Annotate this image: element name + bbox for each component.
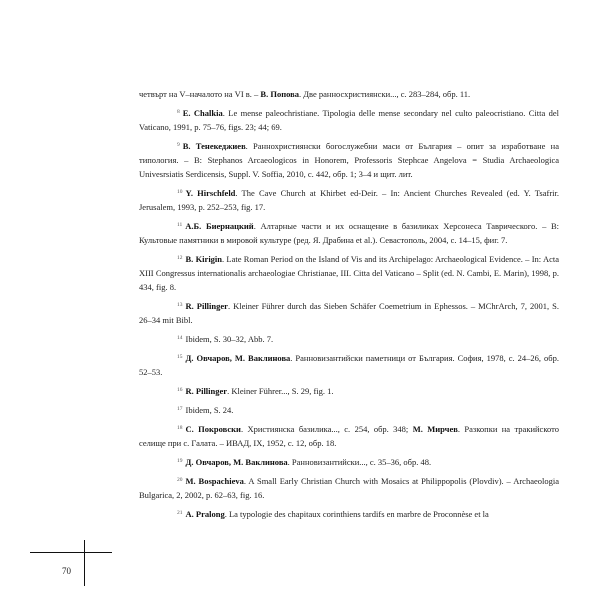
footnote-text: . Раннохристиянски богослужебни маси от България – опит за изработване на типология. – В: Stephanos Arcaeologicos in Honorem, Professoris Stephcae Angelova = Studia Archaeologica Univesrsiatis Serdicensis, Suppl. V. Soffia, 2010, с. 442, обр. 1; 3–4 и щит. лит.: [139, 141, 560, 179]
footnote: [139, 298, 559, 327]
footnote-number: 17: [177, 406, 183, 412]
footnote: [139, 473, 559, 502]
footnote-number: 12: [177, 255, 183, 261]
footnote: [139, 421, 559, 450]
author-name: С. Покровски: [185, 424, 241, 434]
footnote: [139, 402, 559, 417]
footnote-number: 8: [177, 109, 180, 115]
footnote-text: . Алтарные части и их оснащение в базиликах Херсонеса Таврического. – В: Культовые памятники в мировой культуре (ред. Я. Драбина et al.). Севастополь, 2004, с. 14–15, фиг. 7.: [139, 221, 559, 245]
footnote: [139, 251, 559, 294]
footnote-number: 16: [177, 387, 183, 393]
page-number: 70: [62, 566, 71, 576]
author-name: В. Попова: [260, 89, 299, 99]
author-name: Д. Овчаров, М. Ваклинова: [185, 353, 291, 363]
footnote: [139, 105, 559, 134]
author-name: А.Б. Биернацкий: [185, 221, 254, 231]
footnote-number: 18: [177, 425, 183, 431]
footnote: [139, 506, 559, 521]
author-name: M. Bospachieva: [185, 476, 244, 486]
footnote: [139, 138, 559, 181]
footnote: [139, 383, 559, 398]
footnote-text: . Late Roman Period on the Island of Vis and its Archipelago: Archaeological Evidence. – In: Acta XIII Congressus internationalis archaeologiae Christianae, III. Citta del Vaticano – Split (ed. N. Cambi, E. Marin), 1998, p. 434, fig. 8.: [139, 254, 559, 292]
author-name: R. Pillinger: [185, 386, 228, 396]
crop-mark-vertical: [84, 540, 85, 586]
footnote-text: четвърт на V–началото на VI в. –: [139, 89, 261, 99]
footnote-text: . Le mense paleochristiane. Tipologia delle mense secondary nel culto paleocristiano. Citta del Vaticano, 1991, p. 75–76, figs. 23; 44; 69.: [139, 108, 559, 132]
author-name: М. Мирчев: [412, 424, 458, 434]
footnote-text: . Kleiner Führer..., S. 29, fig. 1.: [227, 386, 334, 396]
footnote-number: 11: [177, 222, 183, 228]
footnote-number: 20: [177, 477, 183, 483]
footnote: [139, 218, 559, 247]
footnote-text: Ibidem, S. 24.: [185, 405, 234, 415]
author-name: В. Тенекеджиев: [182, 141, 246, 151]
footnote-text: . Разкопки на тракийското селище при с. Галата. – ИВАД, IX, 1952, с. 12, обр. 18.: [139, 424, 560, 448]
footnote-number: 15: [177, 354, 183, 360]
footnote: [139, 454, 559, 469]
author-name: Д. Овчаров, М. Ваклинова: [185, 457, 288, 467]
footnote-number: 14: [177, 335, 183, 341]
footnote: [139, 331, 559, 346]
footnote-number: 19: [177, 458, 183, 464]
footnote-text: . La typologie des chapitaux corinthiens tardifs en marbre de Proconnèse et la: [224, 509, 489, 519]
author-name: E. Chalkia: [182, 108, 223, 118]
author-name: A. Pralong: [185, 509, 225, 519]
footnotes-list: [139, 87, 559, 525]
footnote-text: Ibidem, S. 30–32, Abb. 7.: [185, 334, 274, 344]
crop-mark-horizontal: [30, 552, 112, 553]
footnote-number: 9: [177, 142, 180, 148]
author-name: Y. Hirschfeld: [185, 188, 236, 198]
footnote-text: . Християнска базилика..., с. 254, обр. 348;: [240, 424, 413, 434]
footnote-text: . The Cave Church at Khirbet ed-Deir. – In: Ancient Churches Revealed (ed. Y. Tsafrir. Jerusalem, 1993, p. 252–253, fig. 17.: [139, 188, 559, 212]
footnote-number: 10: [177, 189, 183, 195]
footnote: [139, 185, 559, 214]
footnote-text: . Две ранносхристиянски..., с. 283–284, обр. 11.: [298, 89, 471, 99]
author-name: R. Pillinger: [185, 301, 228, 311]
footnote: [139, 350, 559, 379]
author-name: B. Kirigin: [185, 254, 223, 264]
footnote-text: . A Small Early Christian Church with Mosaics at Philippopolis (Plovdiv). – Archaeologia Bulgarica, 2, 2002, p. 62–63, fig. 16.: [139, 476, 559, 500]
footnote-text: . Kleiner Führer durch das Sieben Schäfer Coemetrium in Ephessos. – MChrArch, 7, 2001, S. 26–34 mit Bibl.: [139, 301, 559, 325]
footnote: [139, 87, 559, 101]
footnote-number: 21: [177, 510, 183, 516]
footnote-text: . Ранновизантийски..., с. 35–36, обр. 48.: [287, 457, 432, 467]
footnote-number: 13: [177, 302, 183, 308]
footnote-text: . Ранновизантийски паметници от България. София, 1978, с. 24–26, обр. 52–53.: [139, 353, 559, 377]
